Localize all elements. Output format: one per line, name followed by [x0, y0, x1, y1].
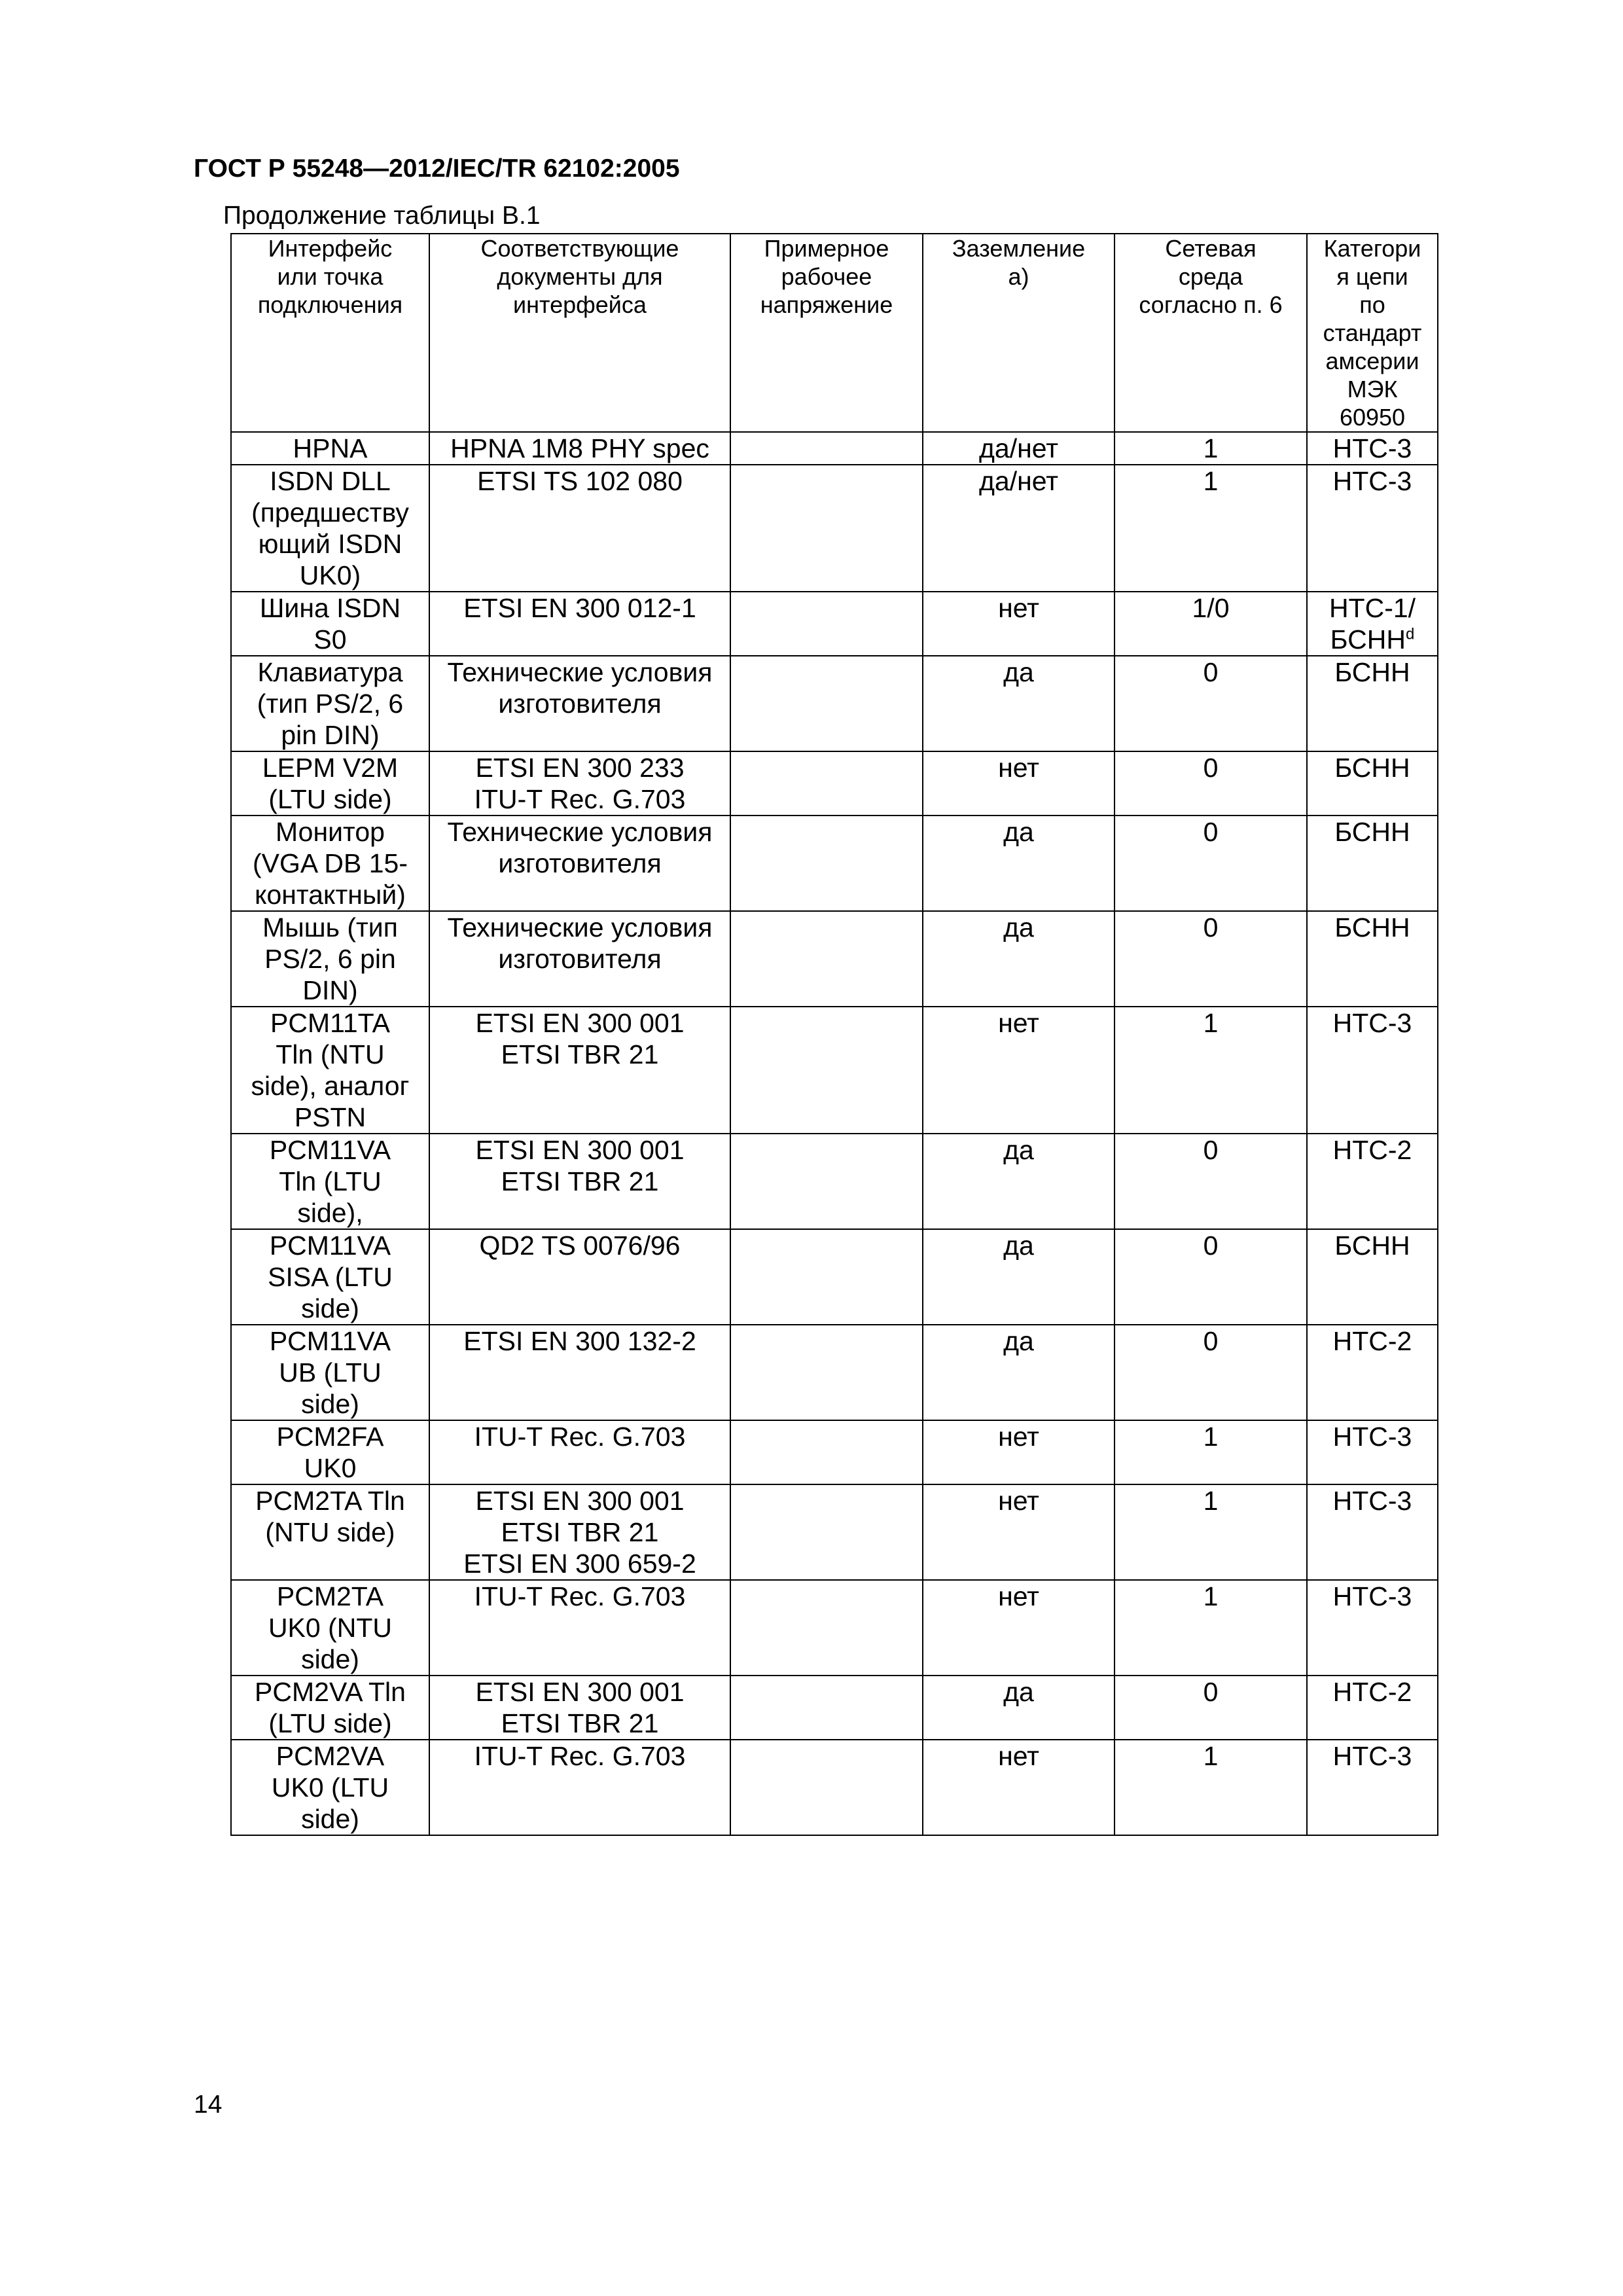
interface-cell: [231, 1740, 429, 1835]
network-cell-text: 1: [1203, 433, 1219, 463]
interface-cell-line: (LTU side): [268, 784, 392, 814]
category-cell: [1307, 1740, 1438, 1835]
voltage-cell: [730, 1420, 923, 1484]
documents-cell-line: Технические условия: [447, 657, 713, 687]
voltage-cell: [730, 911, 923, 1007]
column-header: [923, 234, 1115, 432]
documents-cell: [429, 1325, 730, 1420]
interface-cell-line: ющий ISDN: [258, 529, 402, 559]
interface-cell-line: Клавиатура: [257, 657, 403, 687]
column-header: [1307, 234, 1438, 432]
category-cell: [1307, 1484, 1438, 1580]
grounding-cell: [923, 1484, 1115, 1580]
interface-cell-line: side), аналог: [251, 1071, 410, 1101]
voltage-cell: [730, 1484, 923, 1580]
documents-cell: [429, 656, 730, 751]
category-text: НТС-3: [1332, 1422, 1412, 1452]
column-header-line: Интерфейс: [268, 235, 393, 262]
table-row: [231, 656, 1438, 751]
interface-cell-line: (NTU side): [265, 1517, 395, 1547]
network-cell-text: 0: [1203, 1135, 1219, 1165]
interface-cell-line: S0: [313, 624, 347, 655]
table-row: [231, 1325, 1438, 1420]
network-cell-text: 1: [1203, 466, 1219, 496]
voltage-cell: [730, 1229, 923, 1325]
voltage-cell: [730, 656, 923, 751]
voltage-cell: [730, 1134, 923, 1229]
network-cell: [1115, 751, 1307, 816]
interface-cell-line: (тип PS/2, 6: [257, 689, 404, 719]
network-cell: [1115, 1229, 1307, 1325]
network-cell: [1115, 1740, 1307, 1835]
table-row: [231, 1740, 1438, 1835]
documents-cell: [429, 1229, 730, 1325]
documents-cell-line: ETSI TBR 21: [501, 1517, 659, 1547]
network-cell: [1115, 592, 1307, 656]
interface-cell-line: UK0): [299, 560, 361, 590]
category-cell: [1307, 592, 1438, 656]
grounding-cell-text: да: [1003, 1135, 1034, 1165]
voltage-cell: [730, 465, 923, 592]
category-cell: [1307, 1580, 1438, 1676]
voltage-cell: [730, 1580, 923, 1676]
interface-cell: [231, 1484, 429, 1580]
network-cell-text: 1/0: [1192, 593, 1230, 623]
category-text: БСНН: [1334, 657, 1410, 687]
network-cell-text: 0: [1203, 753, 1219, 783]
grounding-cell: [923, 1229, 1115, 1325]
interface-cell-line: (LTU side): [268, 1708, 392, 1738]
network-cell-text: 1: [1203, 1008, 1219, 1038]
interface-cell-line: SISA (LTU: [268, 1262, 393, 1292]
grounding-cell-text: да: [1003, 912, 1034, 942]
interface-cell-line: PCM2TA Tln: [255, 1486, 405, 1516]
column-header-line: Примерное: [764, 235, 889, 262]
documents-cell: [429, 816, 730, 911]
category-text: НТС-3: [1332, 1008, 1412, 1038]
table-row: [231, 1229, 1438, 1325]
network-cell-text: 1: [1203, 1422, 1219, 1452]
column-header: [1115, 234, 1307, 432]
column-header-line: амсерии: [1325, 348, 1419, 374]
voltage-cell: [730, 1676, 923, 1740]
grounding-cell-text: нет: [998, 1581, 1039, 1611]
interface-cell: [231, 1229, 429, 1325]
column-header-line: а): [1008, 263, 1029, 290]
documents-cell-line: Технические условия: [447, 817, 713, 847]
column-header-line: 60950: [1339, 404, 1406, 431]
documents-cell-line: ITU-T Rec. G.703: [474, 1741, 686, 1771]
category-text: БСНН: [1334, 817, 1410, 847]
column-header: [730, 234, 923, 432]
interface-cell: [231, 465, 429, 592]
network-cell-text: 0: [1203, 1326, 1219, 1356]
interface-cell-line: UK0 (LTU: [271, 1772, 389, 1803]
documents-cell-line: изготовителя: [498, 689, 662, 719]
documents-cell-line: изготовителя: [498, 848, 662, 878]
documents-cell: [429, 1676, 730, 1740]
column-header-line: по: [1359, 291, 1385, 318]
column-header-line: Заземление: [952, 235, 1086, 262]
grounding-cell-text: да: [1003, 657, 1034, 687]
grounding-cell: [923, 1740, 1115, 1835]
network-cell-text: 0: [1203, 1677, 1219, 1707]
network-cell: [1115, 656, 1307, 751]
voltage-cell: [730, 1007, 923, 1134]
interface-cell-line: side): [301, 1644, 359, 1674]
category-cell: [1307, 656, 1438, 751]
category-cell: [1307, 751, 1438, 816]
documents-cell-line: ITU-T Rec. G.703: [474, 784, 686, 814]
table-row: [231, 465, 1438, 592]
network-cell-text: 0: [1203, 912, 1219, 942]
category-cell: [1307, 1007, 1438, 1134]
category-text: БСНН: [1334, 753, 1410, 783]
interface-cell-line: PCM11VA: [269, 1326, 391, 1356]
documents-cell: [429, 1134, 730, 1229]
grounding-cell-text: нет: [998, 1422, 1039, 1452]
grounding-cell: [923, 1420, 1115, 1484]
network-cell-text: 1: [1203, 1486, 1219, 1516]
network-cell: [1115, 1420, 1307, 1484]
category-text: НТС-2: [1332, 1326, 1412, 1356]
documents-cell-line: ETSI TBR 21: [501, 1708, 659, 1738]
network-cell-text: 0: [1203, 817, 1219, 847]
category-cell: [1307, 911, 1438, 1007]
category-text: НТС-3: [1332, 1486, 1412, 1516]
category-cell: [1307, 1420, 1438, 1484]
documents-cell-line: ETSI TBR 21: [501, 1166, 659, 1196]
category-text: БСНН: [1334, 1230, 1410, 1261]
network-cell: [1115, 465, 1307, 592]
category-cell: [1307, 1676, 1438, 1740]
category-cell: [1307, 1325, 1438, 1420]
grounding-cell-text: нет: [998, 753, 1039, 783]
column-header: [231, 234, 429, 432]
document-header: ГОСТ Р 55248—2012/IEC/TR 62102:2005: [194, 154, 680, 183]
interface-cell-line: side): [301, 1389, 359, 1419]
interface-cell: [231, 1325, 429, 1420]
network-cell: [1115, 911, 1307, 1007]
column-header-line: документы для: [497, 263, 663, 290]
column-header-line: рабочее: [781, 263, 872, 290]
footnote-marker: d: [1405, 625, 1415, 643]
category-text: НТС-3: [1332, 1581, 1412, 1611]
table-row: [231, 592, 1438, 656]
interface-cell-line: side): [301, 1293, 359, 1323]
grounding-cell: [923, 432, 1115, 465]
table-header-row: [231, 234, 1438, 432]
column-header-line: интерфейса: [513, 291, 647, 318]
column-header-line: я цепи: [1336, 263, 1408, 290]
grounding-cell-text: да/нет: [979, 466, 1058, 496]
documents-cell-line: ITU-T Rec. G.703: [474, 1581, 686, 1611]
interface-cell-line: PCM2VA: [276, 1741, 385, 1771]
interface-cell-line: (VGA DB 15-: [253, 848, 408, 878]
documents-cell: [429, 465, 730, 592]
network-cell: [1115, 1325, 1307, 1420]
documents-cell: [429, 1580, 730, 1676]
category-text: НТС-3: [1332, 466, 1412, 496]
category-cell: [1307, 1229, 1438, 1325]
documents-cell-line: ITU-T Rec. G.703: [474, 1422, 686, 1452]
network-cell-text: 0: [1203, 657, 1219, 687]
grounding-cell-text: нет: [998, 1008, 1039, 1038]
interface-cell: [231, 911, 429, 1007]
grounding-cell: [923, 816, 1115, 911]
table-row: [231, 1420, 1438, 1484]
documents-cell: [429, 432, 730, 465]
grounding-cell-text: да/нет: [979, 433, 1058, 463]
column-header-line: согласно п. 6: [1139, 291, 1283, 318]
column-header-line: Сетевая: [1165, 235, 1257, 262]
table-row: [231, 1484, 1438, 1580]
grounding-cell-text: да: [1003, 817, 1034, 847]
documents-cell-line: ETSI EN 300 001: [475, 1135, 685, 1165]
interface-cell-line: LEPM V2M: [262, 753, 399, 783]
table-row: [231, 751, 1438, 816]
column-header-line: МЭК: [1347, 376, 1398, 403]
documents-cell: [429, 1484, 730, 1580]
interface-cell-line: PCM2FA: [276, 1422, 384, 1452]
interface-cell-line: PCM2TA: [276, 1581, 384, 1611]
interface-cell-line: side),: [297, 1198, 363, 1228]
interface-cell-line: PS/2, 6 pin: [264, 944, 396, 974]
documents-cell: [429, 911, 730, 1007]
voltage-cell: [730, 751, 923, 816]
documents-cell: [429, 1420, 730, 1484]
grounding-cell: [923, 1134, 1115, 1229]
network-cell: [1115, 816, 1307, 911]
grounding-cell-text: нет: [998, 1741, 1039, 1771]
column-header-line: Соответствующие: [480, 235, 679, 262]
documents-cell-line: ETSI EN 300 001: [475, 1008, 685, 1038]
interface-cell: [231, 432, 429, 465]
column-header: [429, 234, 730, 432]
column-header-line: среда: [1178, 263, 1243, 290]
documents-cell-line: ETSI EN 300 132-2: [463, 1326, 696, 1356]
interface-cell: [231, 1580, 429, 1676]
interface-cell: [231, 1007, 429, 1134]
table-row: [231, 911, 1438, 1007]
interface-cell-line: PCM11TA: [270, 1008, 391, 1038]
voltage-cell: [730, 592, 923, 656]
documents-cell: [429, 592, 730, 656]
category-text: НТС-2: [1332, 1135, 1412, 1165]
interface-cell-line: PCM2VA Tln: [255, 1677, 406, 1707]
documents-cell-line: ETSI EN 300 012-1: [463, 593, 696, 623]
voltage-cell: [730, 816, 923, 911]
category-cell: [1307, 1134, 1438, 1229]
interface-cell: [231, 592, 429, 656]
category-cell: [1307, 465, 1438, 592]
column-header-line: стандарт: [1323, 319, 1422, 346]
grounding-cell-text: нет: [998, 1486, 1039, 1516]
column-header-line: Категори: [1323, 235, 1421, 262]
table-body: [231, 432, 1438, 1835]
network-cell-text: 1: [1203, 1741, 1219, 1771]
interface-cell-line: HPNA: [293, 433, 368, 463]
table-row: [231, 432, 1438, 465]
network-cell: [1115, 1134, 1307, 1229]
grounding-cell: [923, 751, 1115, 816]
documents-cell-line: Технические условия: [447, 912, 713, 942]
grounding-cell: [923, 1325, 1115, 1420]
interface-cell-line: (предшеству: [251, 497, 409, 528]
grounding-cell: [923, 1007, 1115, 1134]
documents-cell-line: HPNA 1M8 PHY spec: [450, 433, 709, 463]
interface-cell: [231, 656, 429, 751]
documents-cell-line: ETSI TS 102 080: [477, 466, 683, 496]
grounding-cell: [923, 911, 1115, 1007]
interface-cell-line: PCM11VA: [269, 1135, 391, 1165]
documents-cell-line: ETSI EN 300 001: [475, 1677, 685, 1707]
interface-cell: [231, 816, 429, 911]
interfaces-table: [230, 233, 1438, 1836]
interface-cell-line: PSTN: [294, 1102, 366, 1132]
table-row: [231, 1007, 1438, 1134]
grounding-cell-text: нет: [998, 593, 1039, 623]
table-row: [231, 1580, 1438, 1676]
documents-cell-line: ETSI EN 300 233: [475, 753, 685, 783]
documents-cell-line: ETSI TBR 21: [501, 1039, 659, 1069]
grounding-cell-text: да: [1003, 1230, 1034, 1261]
interface-cell-line: PCM11VA: [269, 1230, 391, 1261]
network-cell: [1115, 1007, 1307, 1134]
page-number: 14: [194, 2090, 223, 2119]
grounding-cell: [923, 656, 1115, 751]
voltage-cell: [730, 432, 923, 465]
documents-cell-line: ETSI EN 300 659-2: [463, 1549, 696, 1579]
interface-cell-line: UK0: [304, 1453, 357, 1483]
category-text: БСНН: [1334, 912, 1410, 942]
grounding-cell: [923, 465, 1115, 592]
table-row: [231, 816, 1438, 911]
documents-cell: [429, 1007, 730, 1134]
interface-cell: [231, 751, 429, 816]
category-text: НТС-1/ БСНН: [1329, 593, 1416, 655]
interface-cell-line: UB (LTU: [279, 1357, 382, 1388]
network-cell-text: 0: [1203, 1230, 1219, 1261]
documents-cell-line: QD2 TS 0076/96: [479, 1230, 681, 1261]
column-header-line: подключения: [257, 291, 403, 318]
category-text: НТС-3: [1332, 433, 1412, 463]
network-cell: [1115, 1676, 1307, 1740]
interface-cell-line: Tln (LTU: [279, 1166, 382, 1196]
documents-cell-line: ETSI EN 300 001: [475, 1486, 685, 1516]
interface-cell: [231, 1420, 429, 1484]
interface-cell-line: DIN): [302, 975, 358, 1005]
interface-cell-line: UK0 (NTU: [268, 1613, 393, 1643]
column-header-line: или точка: [277, 263, 383, 290]
table-row: [231, 1134, 1438, 1229]
interface-cell-line: Монитор: [276, 817, 385, 847]
interface-cell-line: Tln (NTU: [276, 1039, 385, 1069]
category-text: НТС-2: [1332, 1677, 1412, 1707]
documents-cell: [429, 751, 730, 816]
grounding-cell: [923, 1580, 1115, 1676]
category-cell: [1307, 816, 1438, 911]
interface-cell-line: ISDN DLL: [270, 466, 391, 496]
documents-cell-line: изготовителя: [498, 944, 662, 974]
interface-cell-line: Шина ISDN: [259, 593, 401, 623]
interface-cell-line: side): [301, 1804, 359, 1834]
column-header-line: напряжение: [760, 291, 893, 318]
grounding-cell-text: да: [1003, 1677, 1034, 1707]
interface-cell: [231, 1676, 429, 1740]
interface-cell-line: Мышь (тип: [262, 912, 398, 942]
voltage-cell: [730, 1740, 923, 1835]
table-row: [231, 1676, 1438, 1740]
network-cell: [1115, 432, 1307, 465]
grounding-cell: [923, 592, 1115, 656]
network-cell-text: 1: [1203, 1581, 1219, 1611]
category-text: НТС-3: [1332, 1741, 1412, 1771]
documents-cell: [429, 1740, 730, 1835]
interface-cell-line: pin DIN): [281, 720, 380, 750]
interface-cell-line: контактный): [255, 880, 406, 910]
category-cell: [1307, 432, 1438, 465]
table-caption: Продолжение таблицы В.1: [223, 202, 541, 230]
network-cell: [1115, 1484, 1307, 1580]
grounding-cell: [923, 1676, 1115, 1740]
voltage-cell: [730, 1325, 923, 1420]
interface-cell: [231, 1134, 429, 1229]
network-cell: [1115, 1580, 1307, 1676]
grounding-cell-text: да: [1003, 1326, 1034, 1356]
